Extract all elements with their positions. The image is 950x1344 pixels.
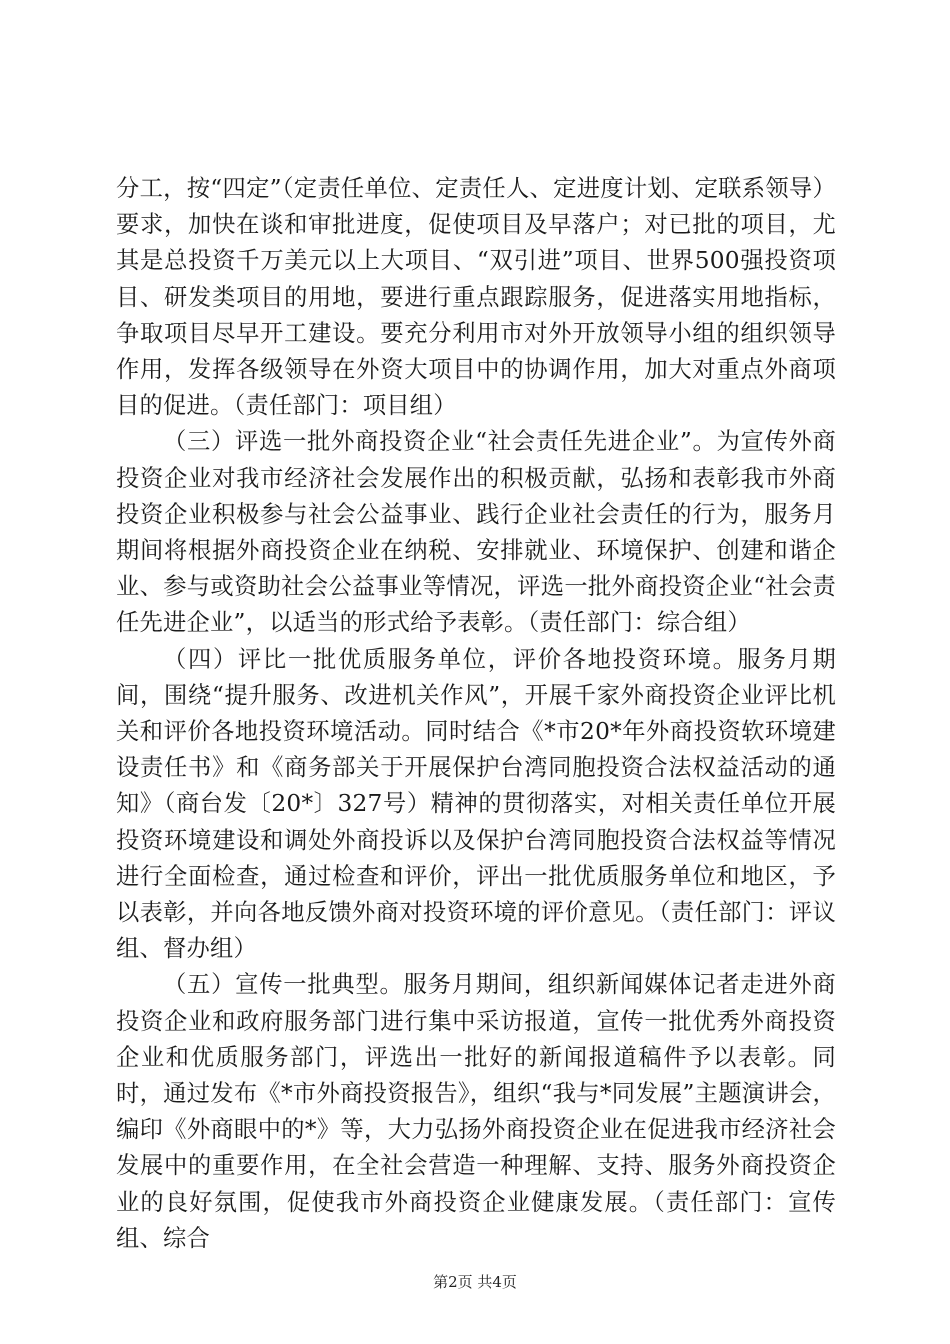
page-number: 第2页 共4页 <box>433 1273 517 1291</box>
paragraph-social-responsibility: （三）评选一批外商投资企业“社会责任先进企业”。为宣传外商投资企业对我市经济社会发展作出的积极贡献，弘扬和表彰我市外商投资企业积极参与社会公益事业、践行企业社会责任的行为，服务月期间将根据外商投资企业在纳税、安排就业、环境保护、创建和谐企业、参与或资助社会公益事业等情况，评选一批外商投资企业“社会责任先进企业”，以适当的形式给予表彰。（责任部门：综合组） <box>116 428 836 637</box>
document-body <box>116 171 836 1257</box>
paragraph-service-evaluation: （四）评比一批优质服务单位，评价各地投资环境。服务月期间，围绕“提升服务、改进机关作风”，开展千家外商投资企业评比机关和评价各地投资环境活动。同时结合《*市20*年外商投资软环境建设责任书》和《商务部关于开展保护台湾同胞投资合法权益活动的通知》（商台发〔20*〕327号）精神的贯彻落实，对相关责任单位开展投资环境建设和调处外商投诉以及保护台湾同胞投资合法权益等情况进行全面检查，通过检查和评价，评出一批优质服务单位和地区，予以表彰，并向各地反馈外商对投资环境的评价意见。（责任部门：评议组、督办组） <box>116 645 836 963</box>
paragraph-publicity: （五）宣传一批典型。服务月期间，组织新闻媒体记者走进外商投资企业和政府服务部门进行集中采访报道，宣传一批优秀外商投资企业和优质服务部门，评选出一批好的新闻报道稿件予以表彰。同时，通过发布《*市外商投资报告》，组织“我与*同发展”主题演讲会，编印《外商眼中的*》等，大力弘扬外商投资企业在促进我市经济社会发展中的重要作用，在全社会营造一种理解、支持、服务外商投资企业的良好氛围，促使我市外商投资企业健康发展。（责任部门：宣传组、综合 <box>116 971 836 1252</box>
paragraph-project-followup: 分工，按“四定”（定责任单位、定责任人、定进度计划、定联系领导）要求，加快在谈和审批进度，促使项目及早落户；对已批的项目，尤其是总投资千万美元以上大项目、“双引进”项目、世界500强投资项目、研发类项目的用地，要进行重点跟踪服务，促进落实用地指标，争取项目尽早开工建设。要充分利用市对外开放领导小组的组织领导作用，发挥各级领导在外资大项目中的协调作用，加大对重点外商项目的促进。（责任部门：项目组） <box>116 175 836 420</box>
